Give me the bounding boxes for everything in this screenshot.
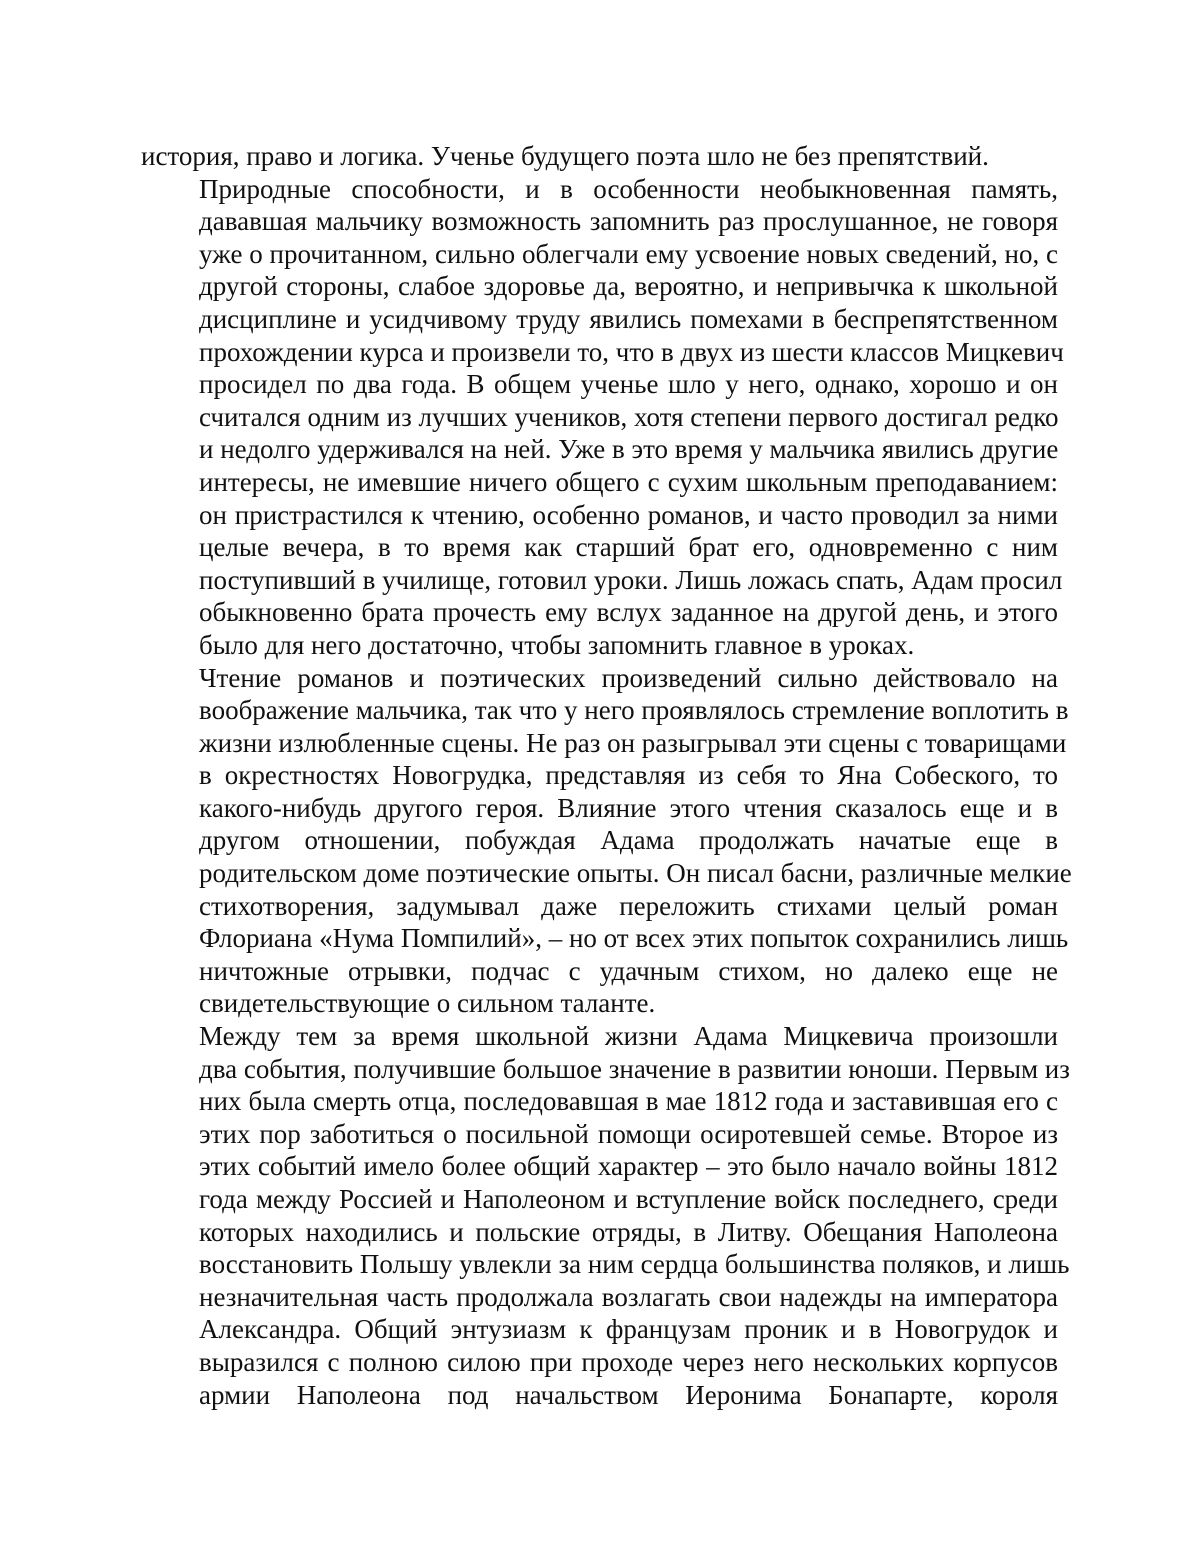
text-line: которых находились и польские отряды, в Литву. Обещания Наполеона (199, 1216, 1058, 1247)
text-line: дисциплине и усидчивому труду явились помехами в беспрепятственном (199, 303, 1058, 334)
text-line: восстановить Польшу увлекли за ним сердца большинства поляков, и лишь (199, 1249, 1070, 1280)
text-line: года между Россией и Наполеоном и вступление войск последнего, среди (199, 1184, 1058, 1214)
text-line: история, право и логика. Ученье будущего поэта шло не без препятствий. (141, 141, 989, 171)
text-line: считался одним из лучших учеников, хотя степени первого достигал редко (199, 401, 1059, 432)
document-page (141, 140, 1072, 1411)
text-line: родительском доме поэтические опыты. Он писал басни, различные мелкие (199, 858, 1072, 889)
text-line: Между тем за время школьной жизни Адама Мицкевича произошли (199, 1021, 1058, 1052)
text-line: армии Наполеона под начальством Иеронима Бонапарте, короля (199, 1379, 1058, 1410)
text-line: было для него достаточно, чтобы запомнить главное в уроках. (199, 629, 915, 660)
text-line: незначительная часть продолжала возлагать свои надежды на императора (199, 1281, 1058, 1312)
text-line: просидел по два года. В общем ученье шло у него, однако, хорошо и он (199, 369, 1058, 400)
paragraph-4 (141, 1020, 1070, 1411)
text-line: этих пор заботиться о посильной помощи осиротевшей семье. Второе из (199, 1118, 1058, 1149)
text-line: выразился с полною силою при проходе через него нескольких корпусов (199, 1346, 1058, 1377)
text-line: другом отношении, побуждая Адама продолжать начатые еще в (199, 825, 1058, 856)
text-line: обыкновенно брата прочесть ему вслух заданное на другой день, и этого (199, 597, 1058, 628)
paragraph-1 (141, 140, 1058, 173)
text-line: в окрестностях Новогрудка, представляя из себя то Яна Собеского, то (199, 760, 1058, 791)
paragraph-2 (141, 173, 1064, 662)
text-line: свидетельствующие о сильном таланте. (199, 988, 656, 1019)
text-line: поступивший в училище, готовил уроки. Лишь ложась спать, Адам просил (199, 564, 1063, 595)
text-line: два события, получившие большое значение в развитии юноши. Первым из (199, 1053, 1070, 1084)
text-line: уже о прочитанном, сильно облегчали ему усвоение новых сведений, но, с (199, 238, 1058, 269)
text-line: и недолго удерживался на ней. Уже в это время у мальчика явились другие (199, 434, 1059, 465)
text-line: другой стороны, слабое здоровье да, вероятно, и непривычка к школьной (199, 271, 1058, 302)
paragraph-3 (141, 662, 1072, 1021)
text-line: Чтение романов и поэтических произведений сильно действовало на (199, 662, 1058, 693)
text-line: целые вечера, в то время как старший брат его, одновременно с ним (199, 532, 1058, 563)
text-line: он пристрастился к чтению, особенно романов, и часто проводил за ними (199, 499, 1058, 530)
text-line: стихотворения, задумывал даже переложить стихами целый роман (199, 890, 1058, 921)
text-line: этих событий имело более общий характер – это было начало войны 1812 (199, 1151, 1058, 1182)
text-line: дававшая мальчику возможность запомнить раз прослушанное, не говоря (199, 206, 1058, 237)
text-line: какого-нибудь другого героя. Влияние этого чтения сказалось еще и в (199, 792, 1058, 823)
text-line: Природные способности, и в особенности необыкновенная память, (199, 173, 1058, 204)
text-line: прохождении курса и произвели то, что в двух из шести классов Мицкевич (199, 336, 1064, 367)
text-line: них была смерть отца, последовавшая в мае 1812 года и заставившая его с (199, 1086, 1058, 1117)
text-line: Александра. Общий энтузиазм к французам проник и в Новогрудок и (199, 1314, 1058, 1345)
text-line: ничтожные отрывки, подчас с удачным стихом, но далеко еще не (199, 955, 1058, 986)
text-line: воображение мальчика, так что у него проявлялось стремление воплотить в (199, 695, 1069, 726)
text-line: интересы, не имевшие ничего общего с сухим школьным преподаванием: (199, 466, 1058, 497)
text-line: жизни излюбленные сцены. Не раз он разыгрывал эти сцены с товарищами (199, 727, 1067, 758)
text-line: Флориана «Нума Помпилий», – но от всех этих попыток сохранились лишь (199, 923, 1069, 954)
